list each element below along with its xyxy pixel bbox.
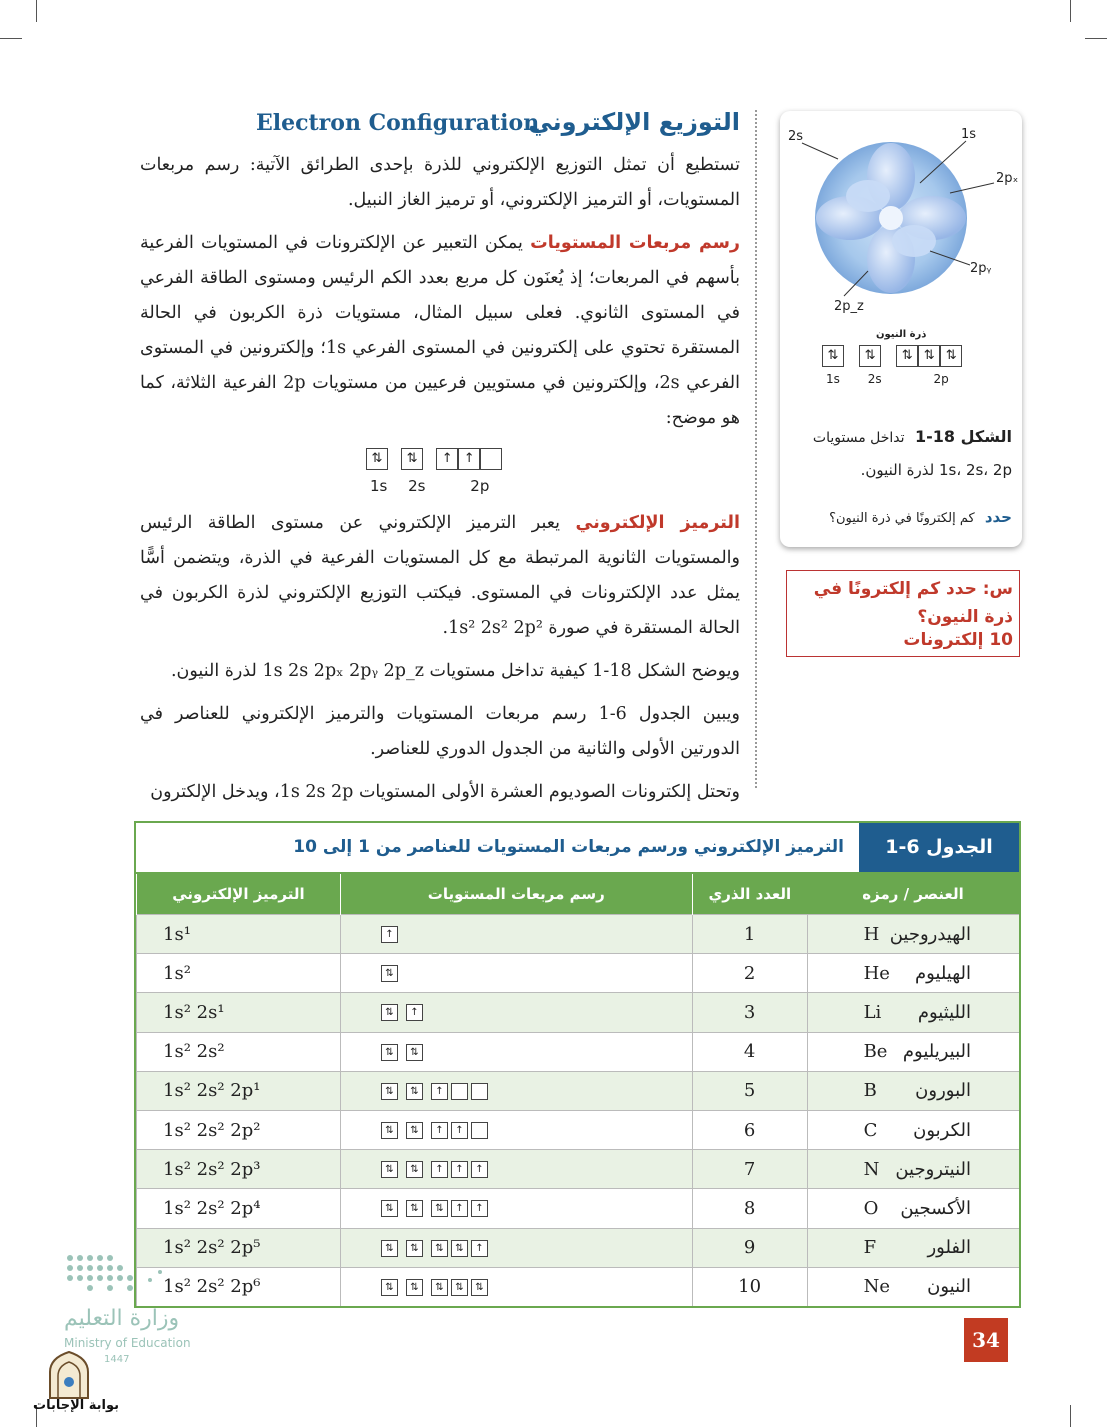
neon-label-2p: 2p (933, 372, 949, 386)
cell-config: 1s² 2s¹ (137, 993, 341, 1032)
orbital-box: ⇅ (451, 1279, 468, 1296)
table-row (137, 1150, 1020, 1189)
orbital-label-2py: 2pᵧ (970, 261, 992, 276)
neon-orbital-boxes (822, 345, 962, 367)
cell-element (807, 1071, 1019, 1110)
label-2s: 2s (408, 477, 426, 495)
orbital-box-2p (480, 448, 502, 470)
ministry-year: 1447 (104, 1354, 130, 1365)
ministry-logo-icon (62, 1250, 172, 1300)
cell-config: 1s² 2s² 2p² (137, 1110, 341, 1149)
crop-mark (0, 38, 22, 39)
table-row (137, 1228, 1020, 1267)
table-tag: الجدول 6-1 (859, 823, 1019, 872)
neon-box-2p: ⇅ (918, 345, 940, 367)
cell-orbital-boxes (340, 993, 692, 1032)
neon-orbital-illustration (780, 111, 1022, 321)
paragraph-intro: تستطيع أن تمثل التوزيع الإلكتروني للذرة بإحدى الطرائق الآتية: رسم مربعات المستويات، أو الترميز الإلكتروني، أو ترميز الغاز النبيل. (140, 155, 740, 210)
orbital-box: ↑ (451, 1161, 468, 1178)
cell-atomic-number: 10 (692, 1267, 807, 1306)
table-row (137, 954, 1020, 993)
cell-config: 1s² 2s² (137, 1032, 341, 1071)
element-name: البورون (915, 1080, 971, 1102)
orbital-box (451, 1083, 468, 1100)
cell-config: 1s² 2s² 2p⁵ (137, 1228, 341, 1267)
col-header-boxes: رسم مربعات المستويات (340, 874, 692, 915)
cell-element (807, 1150, 1019, 1189)
table-row (137, 1071, 1020, 1110)
table-title: الترميز الإلكتروني ورسم مربعات المستويات للعناصر من 1 إلى 10 (293, 837, 844, 857)
neon-box-2s: ⇅ (859, 345, 881, 367)
element-name: النيتروجين (895, 1158, 971, 1180)
main-text-column (140, 108, 740, 818)
cell-atomic-number: 3 (692, 993, 807, 1032)
label-2p: 2p (470, 477, 490, 495)
cell-atomic-number: 5 (692, 1071, 807, 1110)
orbital-box-2p: ↑ (458, 448, 480, 470)
label-1s: 1s (370, 477, 388, 495)
section-heading (140, 108, 740, 148)
orbital-label-1s: 1s (961, 127, 977, 142)
element-symbol: F (863, 1237, 877, 1259)
cell-config: 1s¹ (137, 915, 341, 954)
cell-atomic-number: 8 (692, 1189, 807, 1228)
orbital-box-2p: ↑ (436, 448, 458, 470)
table-header-bar (136, 823, 1019, 874)
orbital-box: ↑ (431, 1161, 448, 1178)
orbital-box: ⇅ (406, 1044, 423, 1061)
orbital-box: ↑ (471, 1200, 488, 1217)
cell-orbital-boxes (340, 1071, 692, 1110)
orbital-box: ⇅ (381, 1044, 398, 1061)
table-row (137, 1267, 1020, 1306)
cell-atomic-number: 6 (692, 1110, 807, 1149)
cell-atomic-number: 9 (692, 1228, 807, 1267)
orbital-box-2s: ⇅ (401, 448, 423, 470)
cell-config: 1s² 2s² 2p¹ (137, 1071, 341, 1110)
carbon-orbital-boxes (140, 444, 740, 500)
table-row (137, 993, 1020, 1032)
orbital-box: ⇅ (381, 1122, 398, 1139)
table-body (137, 915, 1020, 1306)
orbital-label-2pz: 2p_z (834, 299, 864, 314)
orbital-box: ⇅ (381, 1200, 398, 1217)
orbital-box: ⇅ (431, 1240, 448, 1257)
element-symbol: He (863, 962, 890, 984)
cell-orbital-boxes (340, 1228, 692, 1267)
orbital-box (471, 1083, 488, 1100)
element-name: البيريليوم (902, 1041, 971, 1063)
orbital-box: ⇅ (406, 1279, 423, 1296)
cell-config: 1s² (137, 954, 341, 993)
figure-number: الشكل 18-1 (915, 427, 1012, 446)
element-name: الكربون (913, 1119, 971, 1141)
orbital-box: ⇅ (471, 1279, 488, 1296)
neon-label-2s: 2s (867, 372, 882, 386)
orbital-box: ⇅ (451, 1240, 468, 1257)
orbital-box: ⇅ (431, 1200, 448, 1217)
ministry-name-en: Ministry of Education (64, 1336, 191, 1350)
element-symbol: B (863, 1080, 877, 1102)
col-header-element: العنصر / رمزه (807, 874, 1019, 915)
orbital-box: ⇅ (381, 1083, 398, 1100)
table-row (137, 1110, 1020, 1149)
page-number: 34 (964, 1318, 1008, 1362)
table-grid (136, 874, 1019, 1306)
element-symbol: Li (863, 1001, 882, 1023)
cell-element (807, 1228, 1019, 1267)
crop-mark (1085, 38, 1107, 39)
orbital-box: ⇅ (406, 1122, 423, 1139)
col-header-atomic-number: العدد الذري (692, 874, 807, 915)
element-name: الليثيوم (917, 1001, 971, 1023)
orbital-box: ⇅ (381, 1004, 398, 1021)
figure-caption-line2: 1s، 2s، 2p لذرة النيون. (860, 461, 1012, 479)
orbital-box: ↑ (471, 1161, 488, 1178)
paragraph-figure-ref: ويوضح الشكل 18-1 كيفية تداخل مستويات 1s 2s 2pₓ 2pᵧ 2p_z لذرة النيون. (170, 661, 740, 681)
cell-config: 1s² 2s² 2p³ (137, 1150, 341, 1189)
element-name: الفلور (927, 1237, 971, 1259)
orbital-box: ⇅ (406, 1083, 423, 1100)
element-name: النيون (927, 1276, 971, 1298)
orbital-box: ⇅ (406, 1200, 423, 1217)
orbital-box: ↑ (431, 1122, 448, 1139)
paragraph-orbital-diagram: رسم مربعات المستويات يمكن التعبير عن الإلكترونات في المستويات الفرعية بأسهم في المربعات؛ إذ يُعنَون كل مربع بعدد الكم الرئيس ومستوى الطاقة الفرعي في المستوى الثانوي. فعلى سبيل المثال، مستويات ذرة الكربون في الحالة المستقرة تحتوي على إلكترونين في المستوى الفرعي 1s؛ وإلكترونين في المستوى الفرعي 2s، وإلكترونين في مستويين فرعيين من مستويات 2p الفرعية الثلاثة، كما هو موضح: (140, 233, 740, 428)
orbital-box: ↑ (431, 1083, 448, 1100)
table-header-row (137, 874, 1020, 915)
orbital-box-1s: ⇅ (366, 448, 388, 470)
answer-question: س: حدد كم إلكترونًا في ذرة النيون؟ (813, 579, 1013, 627)
cell-orbital-boxes (340, 1032, 692, 1071)
cell-element (807, 1110, 1019, 1149)
cell-orbital-boxes (340, 1150, 692, 1189)
cell-element (807, 993, 1019, 1032)
cell-config: 1s² 2s² 2p⁶ (137, 1267, 341, 1306)
orbital-box: ↑ (381, 926, 398, 943)
element-name: الهيدروجين (889, 923, 971, 945)
cell-element (807, 1032, 1019, 1071)
paragraph-electron-notation: الترميز الإلكتروني يعبر الترميز الإلكتروني عن مستوى الطاقة الرئيس والمستويات الثانوية المرتبطة مع كل المستويات الفرعية في الذرة، ويتضمن أسًّا يمثل عدد الإلكترونات في المستوى. فيكتب التوزيع الإلكتروني لذرة الكربون في الحالة المستقرة في صورة 1s² 2s² 2p². (140, 513, 740, 638)
orbital-box: ↑ (406, 1004, 423, 1021)
orbital-box: ⇅ (381, 1240, 398, 1257)
crop-mark (1070, 1405, 1071, 1427)
table-row (137, 915, 1020, 954)
cell-element (807, 1267, 1019, 1306)
crop-mark (36, 0, 37, 22)
cell-element (807, 954, 1019, 993)
element-name: الأكسجين (900, 1197, 971, 1219)
element-symbol: C (863, 1119, 878, 1141)
orbital-box: ↑ (451, 1122, 468, 1139)
cell-orbital-boxes (340, 954, 692, 993)
cell-atomic-number: 2 (692, 954, 807, 993)
table-row (137, 1032, 1020, 1071)
element-symbol: Ne (863, 1276, 890, 1298)
cell-config: 1s² 2s² 2p⁴ (137, 1189, 341, 1228)
table-1-6 (134, 821, 1021, 1308)
element-symbol: O (863, 1197, 879, 1219)
orbital-box (471, 1122, 488, 1139)
cell-orbital-boxes (340, 1189, 692, 1228)
orbital-box: ⇅ (406, 1161, 423, 1178)
figure-card (780, 111, 1022, 547)
keyword-electron-notation: الترميز الإلكتروني (575, 513, 740, 533)
heading-english: Electron Configuration (256, 110, 540, 136)
neon-box-1s: ⇅ (822, 345, 844, 367)
orbital-label-2px: 2pₓ (996, 171, 1019, 186)
atom-label: ذرة النيون (876, 329, 927, 340)
heading-arabic: التوزيع الإلكتروني (528, 108, 740, 136)
table-row (137, 1189, 1020, 1228)
neon-box-2p: ⇅ (940, 345, 962, 367)
orbital-label-2s: 2s (788, 129, 804, 144)
cell-element (807, 1189, 1019, 1228)
element-symbol: Be (863, 1041, 888, 1063)
neon-label-1s: 1s (826, 372, 840, 386)
portal-logo-icon (46, 1348, 92, 1400)
cell-atomic-number: 1 (692, 915, 807, 954)
orbital-box: ↑ (471, 1240, 488, 1257)
element-symbol: N (863, 1158, 880, 1180)
orbital-box: ⇅ (381, 965, 398, 982)
answer-value: 10 إلكترونات (903, 630, 1013, 650)
orbital-box: ⇅ (406, 1240, 423, 1257)
orbital-box: ⇅ (431, 1279, 448, 1296)
orbital-box: ↑ (451, 1200, 468, 1217)
paragraph-table-ref: ويبين الجدول 6-1 رسم مربعات المستويات والترميز الإلكتروني للعناصر في الدورتين الأولى والثانية من الجدول الدوري للعناصر. (140, 704, 740, 759)
answer-box (786, 570, 1020, 657)
portal-name: بوابة الإجابات (33, 1398, 119, 1413)
paragraph-sodium: وتحتل إلكترونات الصوديوم العشرة الأولى المستويات 1s 2s 2p، ويدخل الإلكترون (150, 782, 740, 802)
cell-atomic-number: 7 (692, 1150, 807, 1189)
neon-box-labels (826, 372, 949, 386)
keyword-orbital-diagram: رسم مربعات المستويات (530, 233, 740, 253)
col-header-config: الترميز الإلكتروني (137, 874, 341, 915)
element-symbol: H (863, 923, 880, 945)
figure-caption: الشكل 18-1 تداخل مستويات (812, 427, 1012, 446)
cell-orbital-boxes (340, 1110, 692, 1149)
crop-mark (1070, 0, 1071, 22)
cell-element (807, 915, 1019, 954)
figure-question: حدد كم إلكترونًا في ذرة النيون؟ (829, 508, 1012, 526)
neon-box-2p: ⇅ (896, 345, 918, 367)
ministry-name-ar: وزارة التعليم (64, 1306, 180, 1331)
cell-orbital-boxes (340, 1267, 692, 1306)
cell-atomic-number: 4 (692, 1032, 807, 1071)
orbital-box: ⇅ (381, 1279, 398, 1296)
column-divider (755, 110, 757, 788)
cell-orbital-boxes (340, 915, 692, 954)
orbital-box: ⇅ (381, 1161, 398, 1178)
element-name: الهيليوم (914, 962, 971, 984)
